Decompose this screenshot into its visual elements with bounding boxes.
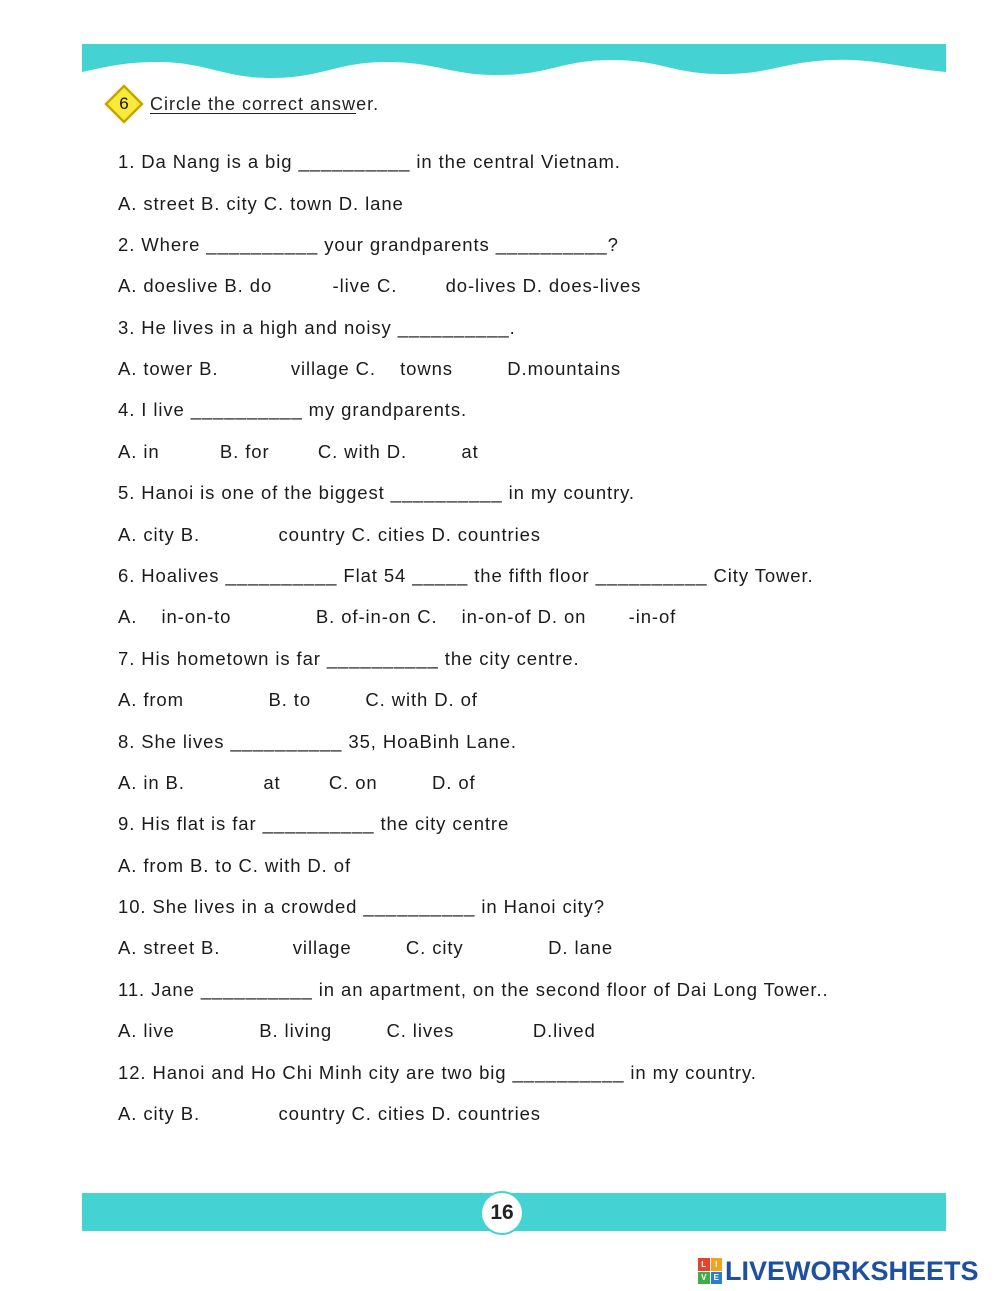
- logo-tile: L: [698, 1258, 710, 1271]
- liveworksheets-brand[interactable]: [698, 1254, 979, 1288]
- question-7: 7. His hometown is far __________ the city centre.: [118, 648, 580, 669]
- options-1: A. street B. city C. town D. lane: [118, 193, 404, 214]
- question-9: 9. His flat is far __________ the city centre: [118, 813, 510, 834]
- options-3: A. tower B. village C. towns D.mountains: [118, 358, 622, 379]
- logo-tile: I: [711, 1258, 723, 1271]
- question-11: 11. Jane __________ in an apartment, on the second floor of Dai Long Tower..: [118, 979, 829, 1000]
- options-12: A. city B. country C. cities D. countries: [118, 1103, 541, 1124]
- instruction-underlined: Circle the correct answ: [150, 93, 357, 114]
- question-2: 2. Where __________ your grandparents __________?: [118, 234, 619, 255]
- options-6: A. in-on-to B. of-in-on C. in-on-of D. on -in-of: [118, 606, 677, 627]
- logo-tile: E: [711, 1272, 723, 1285]
- question-4: 4. I live __________ my grandparents.: [118, 399, 468, 420]
- page-number: 16: [482, 1193, 522, 1233]
- question-8: 8. She lives __________ 35, HoaBinh Lane.: [118, 731, 517, 752]
- options-9: A. from B. to C. with D. of: [118, 855, 351, 876]
- options-5: A. city B. country C. cities D. countries: [118, 524, 541, 545]
- question-6: 6. Hoalives __________ Flat 54 _____ the fifth floor __________ City Tower.: [118, 565, 814, 586]
- section-number: 6: [119, 94, 129, 113]
- question-5: 5. Hanoi is one of the biggest __________ in my country.: [118, 482, 635, 503]
- liveworksheets-logo-icon: [698, 1258, 722, 1284]
- question-3: 3. He lives in a high and noisy __________.: [118, 317, 516, 338]
- question-12: 12. Hanoi and Ho Chi Minh city are two big __________ in my country.: [118, 1062, 757, 1083]
- options-8: A. in B. at C. on D. of: [118, 772, 476, 793]
- section-instruction: [150, 94, 379, 115]
- options-10: A. street B. village C. city D. lane: [118, 937, 614, 958]
- question-1: 1. Da Nang is a big __________ in the central Vietnam.: [118, 151, 621, 172]
- wave-shape: [82, 44, 946, 78]
- logo-tile: V: [698, 1272, 710, 1285]
- options-11: A. live B. living C. lives D.lived: [118, 1020, 596, 1041]
- instruction-rest: er.: [356, 93, 380, 114]
- brand-name: LIVEWORKSHEETS: [725, 1255, 979, 1286]
- options-4: A. in B. for C. with D. at: [118, 441, 479, 462]
- question-10: 10. She lives in a crowded __________ in Hanoi city?: [118, 896, 605, 917]
- section-number-badge: [104, 84, 144, 124]
- section-heading: [104, 84, 379, 124]
- options-2: A. doeslive B. do -live C. do-lives D. does-lives: [118, 275, 642, 296]
- options-7: A. from B. to C. with D. of: [118, 689, 478, 710]
